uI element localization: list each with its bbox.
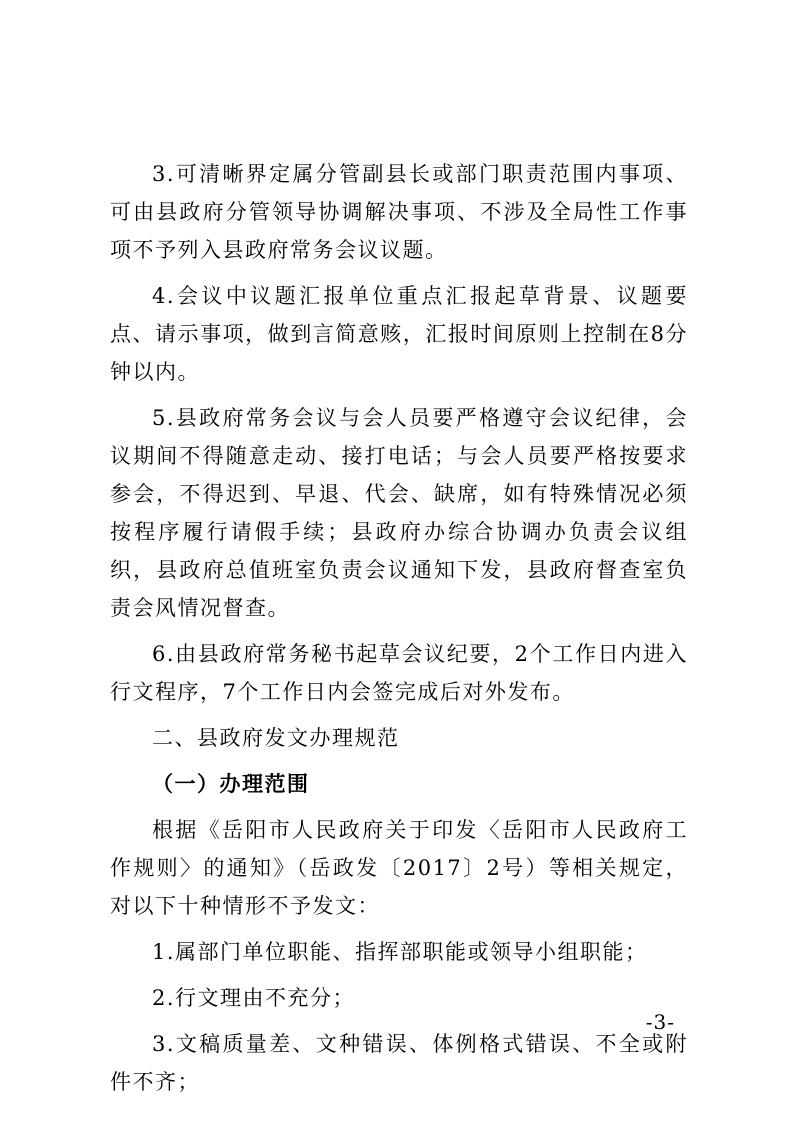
section-heading: 二、县政府发文办理规范 (152, 726, 400, 750)
paragraph-item-3: 3.可清晰界定属分管副县长或部门职责范围内事项、可由县政府分管领导协调解决事项、不涉及全局性工作事项不予列入县政府常务会议议题。 (110, 162, 688, 262)
paragraph-item-5: 5.县政府常务会议与会人员要严格遵守会议纪律，会议期间不得随意走动、接打电话；与会人员要严格按要求参会，不得迟到、早退、代会、缺席，如有特殊情况必须按程序履行请假手续；县政府办综合协调办负责会议组织，县政府总值班室负责会议通知下发，县政府督查室负责会风情况督查。 (110, 406, 688, 620)
scope-item-2: 2.行文理由不充分； (152, 986, 356, 1010)
scope-item-3: 3.文稿质量差、文种错误、体例格式错误、不全或附件不齐； (110, 1032, 688, 1094)
scope-intro-paragraph: 根据《岳阳市人民政府关于印发〈岳阳市人民政府工作规则〉的通知》（岳政发〔2017〕2号）等相关规定，对以下十种情形不予发文： (110, 818, 688, 918)
scope-item-1: 1.属部门单位职能、指挥部职能或领导小组职能； (152, 940, 648, 964)
paragraph-item-6: 6.由县政府常务秘书起草会议纪要，2个工作日内进入行文程序，7个工作日内会签完成后对外发布。 (110, 642, 688, 704)
page-number: -3- (645, 1010, 675, 1034)
paragraph-item-4: 4.会议中议题汇报单位重点汇报起草背景、议题要点、请示事项，做到言简意赅，汇报时间原则上控制在8分钟以内。 (110, 284, 688, 384)
sub-heading: （一）办理范围 (152, 771, 310, 796)
document-body (110, 155, 688, 1109)
